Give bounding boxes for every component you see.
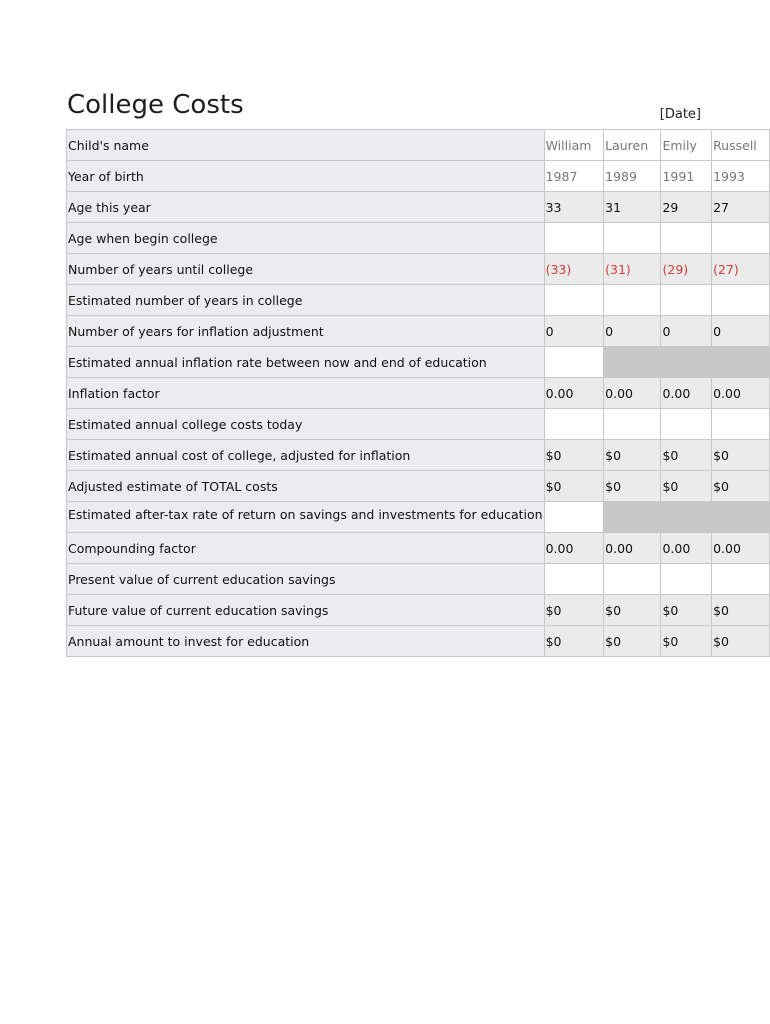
future-value-cell: $0 (544, 595, 604, 626)
years-in-college-cell[interactable] (712, 285, 770, 316)
table-row-inflation-factor (67, 378, 770, 409)
annual-cost-adjusted-cell: $0 (604, 440, 661, 471)
row-label: Adjusted estimate of TOTAL costs (67, 471, 545, 502)
annual-costs-today-cell[interactable] (544, 409, 604, 440)
annual-invest-cell: $0 (661, 626, 712, 657)
inflation-factor-cell: 0.00 (661, 378, 712, 409)
age-begin-college-cell[interactable] (544, 223, 604, 254)
present-value-cell[interactable] (661, 564, 712, 595)
row-label: Year of birth (67, 161, 545, 192)
years-until-college-cell: (29) (661, 254, 712, 285)
age-this-year-cell: 27 (712, 192, 770, 223)
age-this-year-cell: 29 (661, 192, 712, 223)
annual-cost-adjusted-cell: $0 (661, 440, 712, 471)
college-costs-table (66, 129, 770, 657)
table-row-years-until-college (67, 254, 770, 285)
rate-of-return-locked-cell (712, 502, 770, 533)
years-inflation-adjustment-cell: 0 (544, 316, 604, 347)
total-costs-cell: $0 (661, 471, 712, 502)
year-of-birth-cell[interactable]: 1993 (712, 161, 770, 192)
years-until-college-cell: (33) (544, 254, 604, 285)
row-label: Estimated annual cost of college, adjusted for inflation (67, 440, 545, 471)
row-label: Child's name (67, 130, 545, 161)
row-label: Number of years until college (67, 254, 545, 285)
inflation-rate-locked-cell (661, 347, 712, 378)
table-row-year-of-birth (67, 161, 770, 192)
rate-of-return-locked-cell (661, 502, 712, 533)
inflation-factor-cell: 0.00 (544, 378, 604, 409)
years-in-college-cell[interactable] (544, 285, 604, 316)
total-costs-cell: $0 (544, 471, 604, 502)
rate-of-return-locked-cell (604, 502, 661, 533)
table-row-annual-costs-today (67, 409, 770, 440)
years-until-college-cell: (27) (712, 254, 770, 285)
table-row-years-in-college (67, 285, 770, 316)
inflation-factor-cell: 0.00 (604, 378, 661, 409)
annual-invest-cell: $0 (712, 626, 770, 657)
future-value-cell: $0 (661, 595, 712, 626)
child-name-cell[interactable]: Russell (712, 130, 770, 161)
present-value-cell[interactable] (544, 564, 604, 595)
row-label (67, 502, 545, 533)
year-of-birth-cell[interactable]: 1987 (544, 161, 604, 192)
compounding-factor-cell: 0.00 (604, 533, 661, 564)
future-value-cell: $0 (604, 595, 661, 626)
compounding-factor-cell: 0.00 (661, 533, 712, 564)
table-row-inflation-rate (67, 347, 770, 378)
table-row-future-value (67, 595, 770, 626)
age-this-year-cell: 31 (604, 192, 661, 223)
table-row-childs-name (67, 130, 770, 161)
table-row-years-inflation-adjustment (67, 316, 770, 347)
annual-invest-cell: $0 (604, 626, 661, 657)
row-label: Estimated annual college costs today (67, 409, 545, 440)
age-begin-college-cell[interactable] (661, 223, 712, 254)
row-label: Future value of current education savings (67, 595, 545, 626)
total-costs-cell: $0 (604, 471, 661, 502)
future-value-cell: $0 (712, 595, 770, 626)
present-value-cell[interactable] (604, 564, 661, 595)
years-in-college-cell[interactable] (661, 285, 712, 316)
rate-of-return-cell[interactable] (544, 502, 604, 533)
child-name-cell[interactable]: William (544, 130, 604, 161)
row-label: Estimated annual inflation rate between now and end of education (67, 347, 545, 378)
present-value-cell[interactable] (712, 564, 770, 595)
inflation-factor-cell: 0.00 (712, 378, 770, 409)
table-row-rate-of-return (67, 502, 770, 533)
inflation-rate-locked-cell (604, 347, 661, 378)
age-begin-college-cell[interactable] (604, 223, 661, 254)
date-placeholder[interactable]: [Date] (659, 107, 701, 122)
row-label: Present value of current education savings (67, 564, 545, 595)
annual-cost-adjusted-cell: $0 (544, 440, 604, 471)
total-costs-cell: $0 (712, 471, 770, 502)
table-row-age-this-year (67, 192, 770, 223)
annual-costs-today-cell[interactable] (712, 409, 770, 440)
table-row-annual-cost-adjusted (67, 440, 770, 471)
child-name-cell[interactable]: Emily (661, 130, 712, 161)
row-label: Inflation factor (67, 378, 545, 409)
compounding-factor-cell: 0.00 (712, 533, 770, 564)
age-this-year-cell: 33 (544, 192, 604, 223)
row-label: Age when begin college (67, 223, 545, 254)
row-label: Number of years for inflation adjustment (67, 316, 545, 347)
table-row-compounding-factor (67, 533, 770, 564)
age-begin-college-cell[interactable] (712, 223, 770, 254)
years-until-college-cell: (31) (604, 254, 661, 285)
years-in-college-cell[interactable] (604, 285, 661, 316)
annual-invest-cell: $0 (544, 626, 604, 657)
page-title: College Costs (67, 90, 244, 120)
table-row-total-costs (67, 471, 770, 502)
years-inflation-adjustment-cell: 0 (661, 316, 712, 347)
year-of-birth-cell[interactable]: 1989 (604, 161, 661, 192)
row-label: Annual amount to invest for education (67, 626, 545, 657)
table-row-present-value (67, 564, 770, 595)
table-row-annual-invest (67, 626, 770, 657)
inflation-rate-cell[interactable] (544, 347, 604, 378)
years-inflation-adjustment-cell: 0 (712, 316, 770, 347)
year-of-birth-cell[interactable]: 1991 (661, 161, 712, 192)
row-label-text: Estimated after-tax rate of return on savings and investments for education (68, 506, 543, 522)
row-label: Age this year (67, 192, 545, 223)
child-name-cell[interactable]: Lauren (604, 130, 661, 161)
annual-costs-today-cell[interactable] (661, 409, 712, 440)
annual-cost-adjusted-cell: $0 (712, 440, 770, 471)
annual-costs-today-cell[interactable] (604, 409, 661, 440)
years-inflation-adjustment-cell: 0 (604, 316, 661, 347)
inflation-rate-locked-cell (712, 347, 770, 378)
row-label: Estimated number of years in college (67, 285, 545, 316)
row-label: Compounding factor (67, 533, 545, 564)
compounding-factor-cell: 0.00 (544, 533, 604, 564)
table-row-age-begin-college (67, 223, 770, 254)
